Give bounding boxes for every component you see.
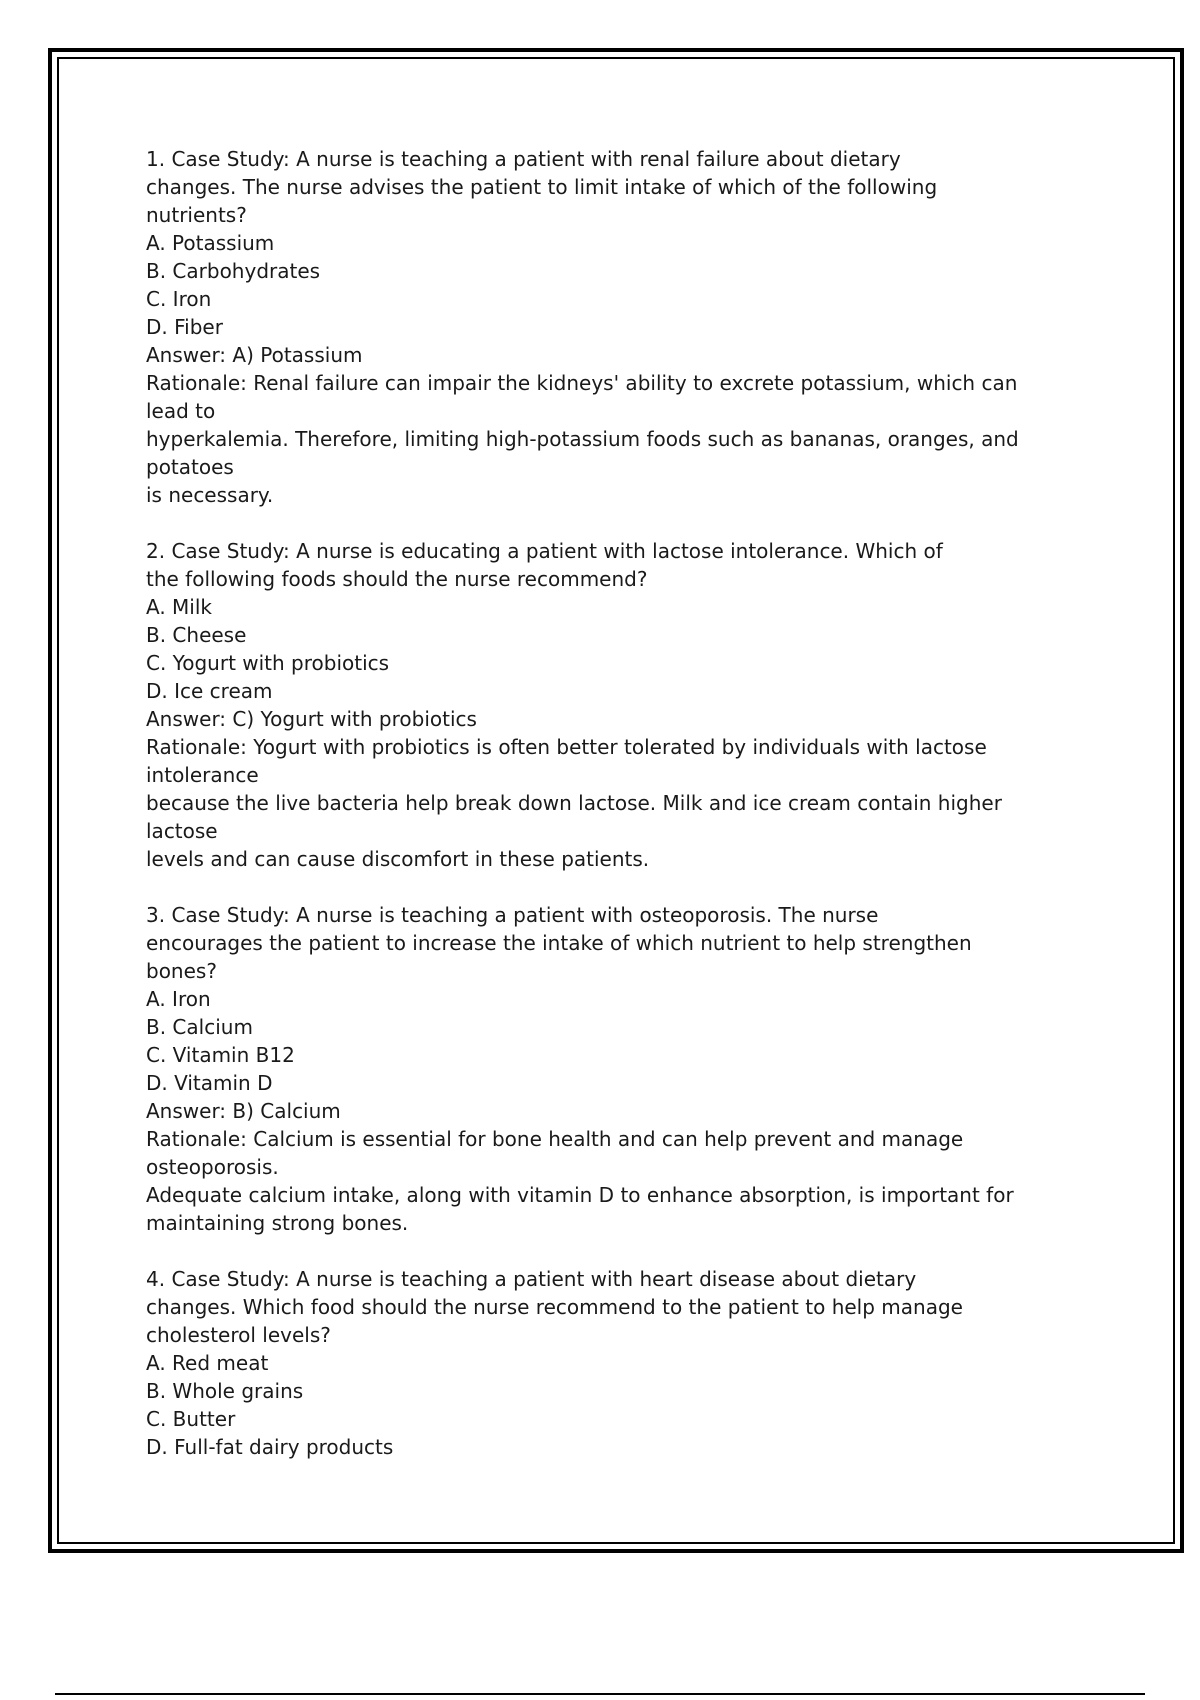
- answer-option: A. Potassium: [146, 231, 275, 255]
- answer-option: A. Red meat: [146, 1351, 269, 1375]
- rationale-line: lactose: [146, 819, 218, 843]
- rationale-line: potatoes: [146, 455, 234, 479]
- correct-answer: Answer: C) Yogurt with probiotics: [146, 707, 477, 731]
- question-block: [146, 901, 1081, 1237]
- question-stem-line: 3. Case Study: A nurse is teaching a patient with osteoporosis. The nurse: [146, 903, 879, 927]
- answer-option: D. Fiber: [146, 315, 223, 339]
- rationale-line: Rationale: Calcium is essential for bone health and can help prevent and manage: [146, 1127, 964, 1151]
- answer-option: C. Iron: [146, 287, 212, 311]
- question-stem-line: 2. Case Study: A nurse is educating a patient with lactose intolerance. Which of: [146, 539, 943, 563]
- rationale-line: hyperkalemia. Therefore, limiting high-potassium foods such as bananas, oranges, and: [146, 427, 1019, 451]
- question-stem-line: encourages the patient to increase the intake of which nutrient to help strengthen: [146, 931, 972, 955]
- footer-rule: [55, 1693, 1145, 1695]
- answer-option: B. Carbohydrates: [146, 259, 321, 283]
- rationale-line: osteoporosis.: [146, 1155, 279, 1179]
- rationale-line: Rationale: Yogurt with probiotics is often better tolerated by individuals with lactose: [146, 735, 987, 759]
- correct-answer: Answer: A) Potassium: [146, 343, 363, 367]
- answer-option: B. Calcium: [146, 1015, 253, 1039]
- answer-option: C. Vitamin B12: [146, 1043, 295, 1067]
- answer-option: A. Iron: [146, 987, 211, 1011]
- rationale-line: because the live bacteria help break down lactose. Milk and ice cream contain higher: [146, 791, 1002, 815]
- answer-option: C. Butter: [146, 1407, 236, 1431]
- question-stem-line: cholesterol levels?: [146, 1323, 331, 1347]
- correct-answer: Answer: B) Calcium: [146, 1099, 341, 1123]
- question-stem-line: changes. The nurse advises the patient to limit intake of which of the following: [146, 175, 938, 199]
- answer-option: B. Cheese: [146, 623, 247, 647]
- rationale-line: Rationale: Renal failure can impair the kidneys' ability to excrete potassium, which can: [146, 371, 1018, 395]
- question-block: [146, 537, 1081, 873]
- question-stem-line: bones?: [146, 959, 217, 983]
- rationale-line: is necessary.: [146, 483, 274, 507]
- answer-option: B. Whole grains: [146, 1379, 304, 1403]
- question-block: [146, 145, 1081, 509]
- answer-option: C. Yogurt with probiotics: [146, 651, 390, 675]
- question-block: [146, 1265, 1081, 1461]
- rationale-line: Adequate calcium intake, along with vitamin D to enhance absorption, is important for: [146, 1183, 1014, 1207]
- answer-option: D. Full-fat dairy products: [146, 1435, 394, 1459]
- question-stem-line: 1. Case Study: A nurse is teaching a patient with renal failure about dietary: [146, 147, 901, 171]
- question-stem-line: the following foods should the nurse recommend?: [146, 567, 648, 591]
- answer-option: D. Ice cream: [146, 679, 273, 703]
- question-list: [146, 145, 1081, 1489]
- answer-option: A. Milk: [146, 595, 212, 619]
- rationale-line: maintaining strong bones.: [146, 1211, 409, 1235]
- question-stem-line: nutrients?: [146, 203, 247, 227]
- answer-option: D. Vitamin D: [146, 1071, 273, 1095]
- question-stem-line: 4. Case Study: A nurse is teaching a patient with heart disease about dietary: [146, 1267, 917, 1291]
- rationale-line: intolerance: [146, 763, 259, 787]
- question-stem-line: changes. Which food should the nurse recommend to the patient to help manage: [146, 1295, 963, 1319]
- rationale-line: levels and can cause discomfort in these patients.: [146, 847, 650, 871]
- rationale-line: lead to: [146, 399, 216, 423]
